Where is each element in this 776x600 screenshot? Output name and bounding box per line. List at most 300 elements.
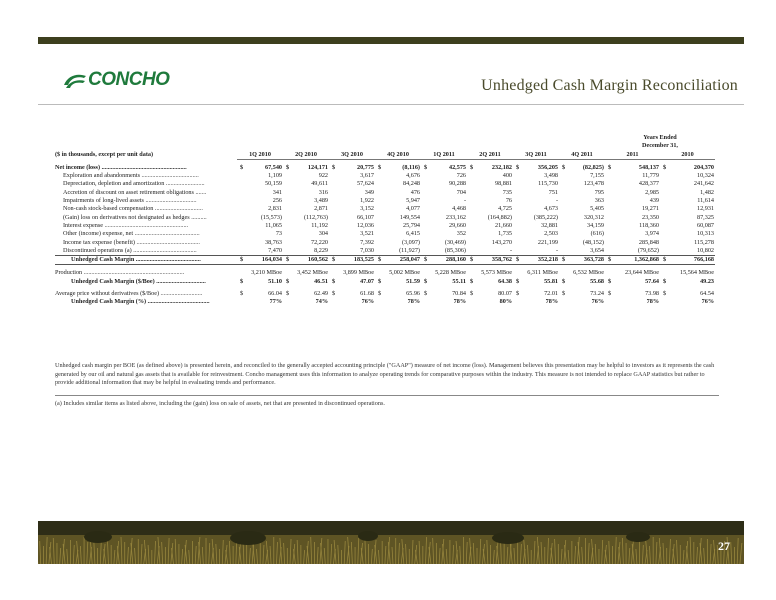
table-cell	[660, 278, 715, 286]
table-cell	[660, 298, 715, 306]
table-cell	[660, 290, 715, 298]
currency-symbol: $	[424, 163, 428, 171]
table-cell	[513, 247, 559, 256]
table-cell	[605, 269, 660, 277]
table-cell	[283, 164, 329, 172]
currency-symbol: $	[286, 277, 290, 285]
table-cell	[375, 172, 421, 180]
cell-value: 57,624	[356, 180, 374, 188]
table-cell	[237, 222, 283, 230]
table-cell	[237, 247, 283, 256]
table-cell	[605, 298, 660, 306]
table-cell	[329, 278, 375, 286]
currency-symbol: $	[424, 277, 428, 285]
table-cell	[283, 197, 329, 205]
cell-value: 11,614	[697, 197, 714, 205]
cell-value: 288,160	[445, 256, 466, 264]
cell-value: (164,882)	[487, 213, 512, 221]
cell-value: 352,218	[537, 256, 558, 264]
table-cell	[660, 269, 715, 277]
currency-symbol: $	[378, 256, 382, 264]
cell-value: 400	[502, 172, 512, 180]
table-cell	[421, 180, 467, 188]
table-cell	[375, 180, 421, 188]
table-cell	[375, 298, 421, 306]
table-cell	[513, 205, 559, 213]
table-cell	[283, 172, 329, 180]
cell-value: 548,137	[638, 163, 659, 171]
cell-value: -	[463, 197, 466, 205]
cell-value: 78%	[545, 298, 558, 306]
cell-value: 19,271	[641, 205, 659, 213]
cell-value: 46.51	[314, 277, 328, 285]
cell-value: 38,763	[264, 238, 282, 246]
cell-value: 7,392	[360, 238, 374, 246]
table-row	[55, 247, 715, 256]
table-cell	[421, 290, 467, 298]
cell-value: 241,642	[693, 180, 714, 188]
years-ended-date: December 31,	[642, 142, 678, 150]
cell-value: (385,222)	[533, 213, 558, 221]
currency-symbol: $	[424, 256, 428, 264]
cell-value: 766,168	[693, 256, 714, 264]
cell-value: 11,192	[311, 221, 328, 229]
cell-value: 10,324	[696, 172, 714, 180]
cell-value: 49,611	[311, 180, 328, 188]
cell-value: (30,469)	[444, 238, 466, 246]
row-label: Production .................................................................	[55, 269, 185, 277]
cell-value: 124,171	[307, 163, 328, 171]
cell-value: 50,159	[264, 180, 282, 188]
table-cell	[660, 197, 715, 205]
row-label: Unhedged Cash Margin (%) ........................................	[71, 298, 210, 306]
column-header: 2Q 2011	[467, 151, 513, 160]
cell-value: 164,034	[261, 256, 282, 264]
table-cell	[660, 222, 715, 230]
cell-value: 5,405	[590, 205, 604, 213]
table-row	[55, 197, 715, 205]
table-cell	[421, 164, 467, 172]
cell-value: 1,482	[700, 188, 714, 196]
table-cell	[375, 230, 421, 238]
cell-value: 11,065	[265, 221, 282, 229]
currency-symbol: $	[332, 290, 336, 298]
cell-value: 76	[505, 197, 512, 205]
cell-value: 115,730	[538, 180, 558, 188]
cell-value: (11,927)	[399, 246, 420, 254]
table-cell	[513, 239, 559, 247]
table-cell	[660, 172, 715, 180]
row-label: Income tax expense (benefit) .........................................	[63, 238, 200, 246]
table-cell	[660, 247, 715, 256]
cell-value: 74%	[315, 298, 328, 306]
page-title: Unhedged Cash Margin Reconciliation	[481, 77, 738, 94]
cell-value: 428,377	[638, 180, 659, 188]
table-cell	[605, 189, 660, 197]
table-cell	[467, 239, 513, 247]
table-cell	[375, 214, 421, 222]
cell-value: 7,030	[360, 246, 374, 254]
table-cell	[421, 230, 467, 238]
column-header: 1Q 2011	[421, 151, 467, 160]
cell-value: 2,985	[645, 188, 659, 196]
table-cell	[283, 222, 329, 230]
table-cell	[513, 256, 559, 265]
table-cell	[467, 180, 513, 188]
cell-value: 57.64	[645, 277, 659, 285]
cell-value: (82,825)	[582, 163, 604, 171]
table-cell	[421, 239, 467, 247]
table-cell	[283, 278, 329, 286]
currency-symbol: $	[663, 277, 667, 285]
currency-symbol: $	[240, 163, 244, 171]
cell-value: 358,762	[491, 256, 512, 264]
cell-value: 3,210 MBoe	[251, 269, 282, 277]
column-header: 2011	[605, 151, 660, 160]
cell-value: 256	[272, 197, 282, 205]
row-label: (Gain) loss on derivatives not designated as hedges ..........	[63, 213, 207, 221]
column-header: 2Q 2010	[283, 151, 329, 160]
row-label: Discontinued operations (a) .........................................	[63, 246, 197, 254]
top-header-bar	[38, 37, 744, 44]
table-cell	[283, 256, 329, 265]
cell-value: 2,871	[314, 205, 328, 213]
cell-value: 70.84	[452, 290, 466, 298]
currency-symbol: $	[286, 256, 290, 264]
cell-value: 25,794	[402, 221, 420, 229]
currency-symbol: $	[562, 256, 566, 264]
currency-symbol: $	[378, 277, 382, 285]
cell-value: 72,220	[310, 238, 328, 246]
cell-value: 476	[410, 188, 420, 196]
row-label: Unhedged Cash Margin ..........................................	[55, 256, 237, 265]
cell-value: 51.59	[406, 277, 420, 285]
currency-symbol: $	[424, 290, 428, 298]
currency-symbol: $	[663, 163, 667, 171]
table-cell	[329, 222, 375, 230]
cell-value: 4,077	[406, 205, 420, 213]
table-cell	[660, 164, 715, 172]
table-cell	[660, 180, 715, 188]
cell-value: 258,047	[399, 256, 420, 264]
definition-note: Unhedged cash margin per BOE (as defined above) is presented herein, and reconciled to the generally accepted accounting principle ("GAAP") measure of net income (loss). Management believes this presentation may be helpful to investors as it represents the cash generated by our oil and natural gas assets that is available for reinvestment. Concho management uses this information to analyze operating trends for comparative purposes within the industry. This measure is not intended to replace GAAP statistics but rather to provide additional information that may be helpful in evaluating trends and performance.	[55, 362, 715, 386]
cell-value: 65.96	[406, 290, 420, 298]
table-row	[55, 269, 715, 277]
table-cell	[421, 256, 467, 265]
table-cell	[467, 172, 513, 180]
table-cell	[421, 278, 467, 286]
cell-value: 23,350	[641, 213, 659, 221]
currency-symbol: $	[378, 163, 382, 171]
table-cell	[421, 247, 467, 256]
cell-value: 7,470	[268, 246, 282, 254]
table-cell	[237, 239, 283, 247]
table-cell	[375, 256, 421, 265]
cell-value: 183,525	[353, 256, 374, 264]
cell-value: 363	[594, 197, 604, 205]
table-row	[55, 214, 715, 222]
currency-symbol: $	[470, 277, 474, 285]
table-cell	[605, 278, 660, 286]
table-cell	[375, 239, 421, 247]
cell-value: (8,116)	[402, 163, 420, 171]
table-cell	[660, 256, 715, 265]
table-cell	[467, 247, 513, 256]
currency-symbol: $	[286, 163, 290, 171]
table-cell	[237, 230, 283, 238]
cell-value: 118,360	[639, 221, 659, 229]
table-cell	[329, 214, 375, 222]
table-cell	[467, 222, 513, 230]
cell-value: 51.10	[268, 277, 282, 285]
currency-symbol: $	[663, 290, 667, 298]
table-cell	[467, 269, 513, 277]
table-cell	[660, 189, 715, 197]
table-row	[55, 298, 715, 306]
table-cell	[421, 222, 467, 230]
table-row	[55, 172, 715, 180]
table-cell	[605, 172, 660, 180]
cell-value: 341	[272, 188, 282, 196]
cell-value: (85,306)	[444, 246, 466, 254]
table-cell	[559, 164, 605, 172]
currency-symbol: $	[516, 256, 520, 264]
cell-value: 49.23	[700, 277, 714, 285]
table-cell	[467, 214, 513, 222]
currency-symbol: $	[516, 290, 520, 298]
cell-value: 98,881	[494, 180, 512, 188]
cell-value: 20,775	[356, 163, 374, 171]
page-number: 27	[718, 539, 730, 553]
logo-swoosh-icon	[62, 71, 88, 91]
column-header: 2010	[660, 151, 715, 160]
row-label: Accretion of discount on asset retirement obligations .......	[63, 188, 207, 196]
table-cell	[237, 256, 283, 265]
cell-value: 76%	[701, 298, 714, 306]
table-cell	[559, 290, 605, 298]
table-row	[55, 230, 715, 238]
company-logo	[62, 68, 192, 94]
table-cell	[467, 205, 513, 213]
cell-value: 143,270	[491, 238, 512, 246]
table-row	[55, 290, 715, 298]
table-cell	[605, 247, 660, 256]
cell-value: 7,155	[590, 172, 604, 180]
currency-symbol: $	[562, 277, 566, 285]
cell-value: 64.54	[700, 290, 714, 298]
table-cell	[329, 239, 375, 247]
cell-value: 922	[318, 172, 328, 180]
table-row	[55, 164, 715, 172]
cell-value: 363,728	[583, 256, 604, 264]
table-cell	[513, 197, 559, 205]
table-cell	[467, 197, 513, 205]
table-cell	[283, 180, 329, 188]
cell-value: 6,311 MBoe	[527, 269, 558, 277]
table-cell	[467, 256, 513, 265]
table-cell	[559, 172, 605, 180]
table-cell	[329, 290, 375, 298]
cell-value: 90,288	[448, 180, 466, 188]
table-cell	[605, 214, 660, 222]
table-cell	[329, 197, 375, 205]
table-cell	[559, 214, 605, 222]
table-cell	[660, 239, 715, 247]
cell-value: -	[555, 246, 558, 254]
cell-value: 349	[364, 188, 374, 196]
cell-value: -	[555, 197, 558, 205]
cell-value: -	[509, 246, 512, 254]
table-cell	[237, 197, 283, 205]
table-cell	[513, 164, 559, 172]
cell-value: 352	[456, 230, 466, 238]
cell-value: 11,779	[642, 172, 659, 180]
table-cell	[329, 298, 375, 306]
table-cell	[605, 197, 660, 205]
cell-value: 84,248	[402, 180, 420, 188]
cell-value: 80%	[499, 298, 512, 306]
cell-value: 15,564 MBoe	[679, 269, 714, 277]
table-cell	[513, 298, 559, 306]
row-label: Other (income) expense, net ..........................................	[63, 230, 200, 238]
cell-value: 76%	[361, 298, 374, 306]
column-header: 4Q 2011	[559, 151, 605, 160]
table-cell	[605, 256, 660, 265]
cell-value: 8,229	[314, 246, 328, 254]
table-cell	[375, 290, 421, 298]
cell-value: 1,362,868	[634, 256, 659, 264]
table-cell	[421, 214, 467, 222]
cell-value: 55.11	[452, 277, 466, 285]
cell-value: 160,562	[307, 256, 328, 264]
cell-value: 316	[318, 188, 328, 196]
table-cell	[237, 189, 283, 197]
table-cell	[467, 278, 513, 286]
table-cell	[605, 239, 660, 247]
cell-value: 73	[275, 230, 282, 238]
table-cell	[660, 230, 715, 238]
currency-symbol: $	[470, 163, 474, 171]
table-row	[55, 256, 715, 265]
cell-value: 6,532 MBoe	[573, 269, 604, 277]
table-cell	[559, 230, 605, 238]
row-label: Net income (loss) .......................................................	[55, 163, 187, 171]
row-label: Average price without derivatives ($/Boe) ...........................	[55, 290, 203, 298]
note-divider	[55, 395, 719, 396]
unit-label: ($ in thousands, except per unit data)	[55, 150, 154, 158]
cell-value: 78%	[453, 298, 466, 306]
cell-value: 115,278	[694, 238, 714, 246]
cell-value: 10,313	[696, 230, 714, 238]
currency-symbol: $	[332, 163, 336, 171]
cell-value: 12,931	[696, 205, 714, 213]
currency-symbol: $	[516, 163, 520, 171]
table-cell	[237, 269, 283, 277]
table-cell	[375, 278, 421, 286]
table-cell	[467, 164, 513, 172]
currency-symbol: $	[378, 290, 382, 298]
table-cell	[237, 205, 283, 213]
cell-value: 1,735	[498, 230, 512, 238]
table-cell	[237, 180, 283, 188]
table-cell	[329, 180, 375, 188]
cell-value: 4,468	[452, 205, 466, 213]
table-cell	[559, 205, 605, 213]
cell-value: 3,899 MBoe	[343, 269, 374, 277]
table-cell	[559, 239, 605, 247]
cell-value: 12,036	[356, 221, 374, 229]
table-cell	[513, 269, 559, 277]
footer-landscape-banner	[38, 521, 744, 564]
cell-value: 5,947	[406, 197, 420, 205]
cell-value: 232,182	[491, 163, 512, 171]
years-ended-header: Years Ended	[643, 134, 677, 141]
cell-value: 795	[594, 188, 604, 196]
cell-value: 23,644 MBoe	[624, 269, 659, 277]
table-cell	[513, 278, 559, 286]
table-cell	[329, 205, 375, 213]
currency-symbol: $	[286, 290, 290, 298]
table-cell	[375, 164, 421, 172]
row-label: Exploration and abandonments .....................................	[63, 172, 199, 180]
cell-value: (112,763)	[303, 213, 328, 221]
cell-value: (48,152)	[582, 238, 604, 246]
table-cell	[605, 205, 660, 213]
table-cell	[237, 172, 283, 180]
cell-value: 73.24	[590, 290, 604, 298]
table-row	[55, 189, 715, 197]
table-row	[55, 222, 715, 230]
cell-value: 233,162	[445, 213, 466, 221]
table-cell	[329, 269, 375, 277]
cell-value: 55.68	[590, 277, 604, 285]
cell-value: 704	[456, 188, 466, 196]
table-cell	[329, 189, 375, 197]
cell-value: 3,974	[645, 230, 659, 238]
table-cell	[237, 214, 283, 222]
cell-value: 4,725	[498, 205, 512, 213]
table-cell	[283, 205, 329, 213]
cell-value: 76%	[591, 298, 604, 306]
table-cell	[559, 247, 605, 256]
table-cell	[283, 247, 329, 256]
table-cell	[467, 189, 513, 197]
currency-symbol: $	[240, 290, 244, 298]
table-row	[55, 239, 715, 247]
table-cell	[421, 197, 467, 205]
cell-value: 78%	[646, 298, 659, 306]
table-cell	[559, 189, 605, 197]
table-cell	[329, 172, 375, 180]
column-header: 4Q 2010	[375, 151, 421, 160]
cell-value: 3,498	[544, 172, 558, 180]
currency-symbol: $	[608, 256, 612, 264]
cell-value: 10,802	[696, 246, 714, 254]
table-cell	[605, 164, 660, 172]
cell-value: 5,002 MBoe	[389, 269, 420, 277]
table-cell	[660, 205, 715, 213]
cell-value: 3,521	[360, 230, 374, 238]
cell-value: 47.07	[360, 277, 374, 285]
table-cell	[421, 172, 467, 180]
cell-value: 78%	[407, 298, 420, 306]
table-cell	[237, 164, 283, 172]
column-header: 1Q 2010	[237, 151, 283, 160]
table-cell	[559, 222, 605, 230]
currency-symbol: $	[562, 290, 566, 298]
cell-value: 123,478	[583, 180, 604, 188]
table-cell	[605, 230, 660, 238]
